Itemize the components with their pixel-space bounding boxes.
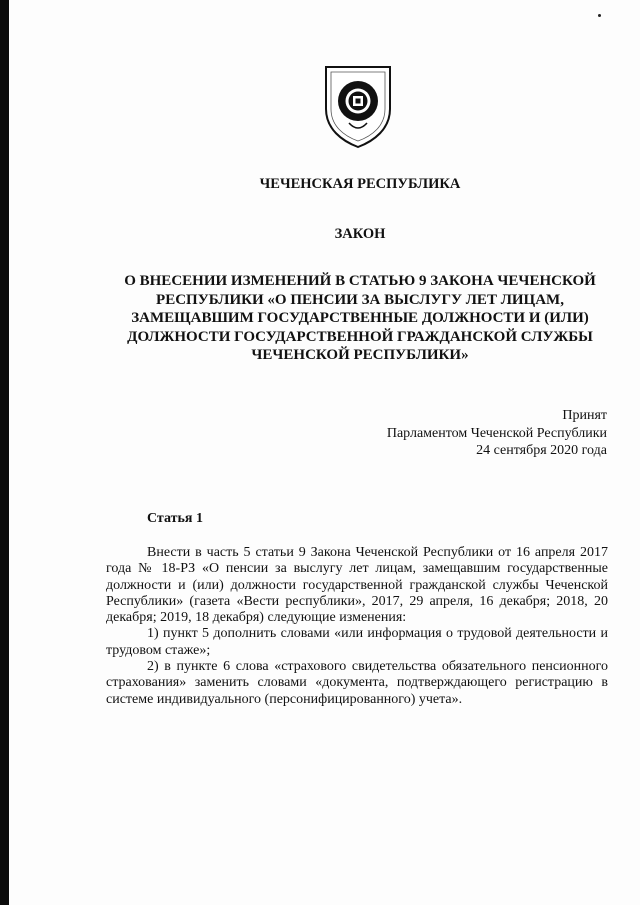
scan-speck: [598, 14, 601, 17]
law-title-line: ЧЕЧЕНСКОЙ РЕСПУБЛИКИ»: [251, 347, 469, 363]
article-heading: Статья 1: [147, 511, 203, 526]
law-title-line: ЗАМЕЩАВШИМ ГОСУДАРСТВЕННЫЕ ДОЛЖНОСТИ И (ИЛИ): [131, 310, 589, 326]
article-body: [106, 545, 608, 708]
law-title-line: ДОЛЖНОСТИ ГОСУДАРСТВЕННОЙ ГРАЖДАНСКОЙ СЛУЖБЫ: [127, 328, 593, 345]
adoption-body: Парламентом Чеченской Республики: [386, 425, 607, 441]
article-paragraph: 2) в пункте 6 слова «страхового свидетельства обязательного пенсионного страхования» заменить словами «документа, подтверждающего регистрацию в системе индивидуального (персонифицированного) учета».: [106, 659, 608, 707]
law-title: [40, 272, 640, 365]
adoption-date: 24 сентября 2020 года: [476, 443, 607, 458]
law-title-line: О ВНЕСЕНИИ ИЗМЕНЕНИЙ В СТАТЬЮ 9 ЗАКОНА ЧЕЧЕНСКОЙ: [124, 273, 596, 289]
republic-heading: ЧЕЧЕНСКАЯ РЕСПУБЛИКА: [259, 176, 461, 192]
document-type-heading: ЗАКОН: [334, 226, 386, 242]
adoption-status: Принят: [562, 408, 607, 423]
scan-edge: [0, 0, 9, 905]
law-title-line: РЕСПУБЛИКИ «О ПЕНСИИ ЗА ВЫСЛУГУ ЛЕТ ЛИЦАМ,: [156, 291, 564, 308]
article-paragraph: 1) пункт 5 дополнить словами «или информация о трудовой деятельности и трудовом стаже»;: [106, 626, 608, 658]
coat-of-arms-icon: [322, 63, 394, 149]
adoption-block: [387, 407, 607, 460]
article-paragraph: Внести в часть 5 статьи 9 Закона Чеченской Республики от 16 апреля 2017 года № 18-РЗ «О пенсии за выслугу лет лицам, замещавшим государственные должности и (или) должности государственной гражданской службы Чеченской Республики» (газета «Вести республики», 2017, 29 апреля, 16 декабря; 2018, 20 декабря; 2019, 18 декабря) следующие изменения:: [106, 545, 608, 626]
